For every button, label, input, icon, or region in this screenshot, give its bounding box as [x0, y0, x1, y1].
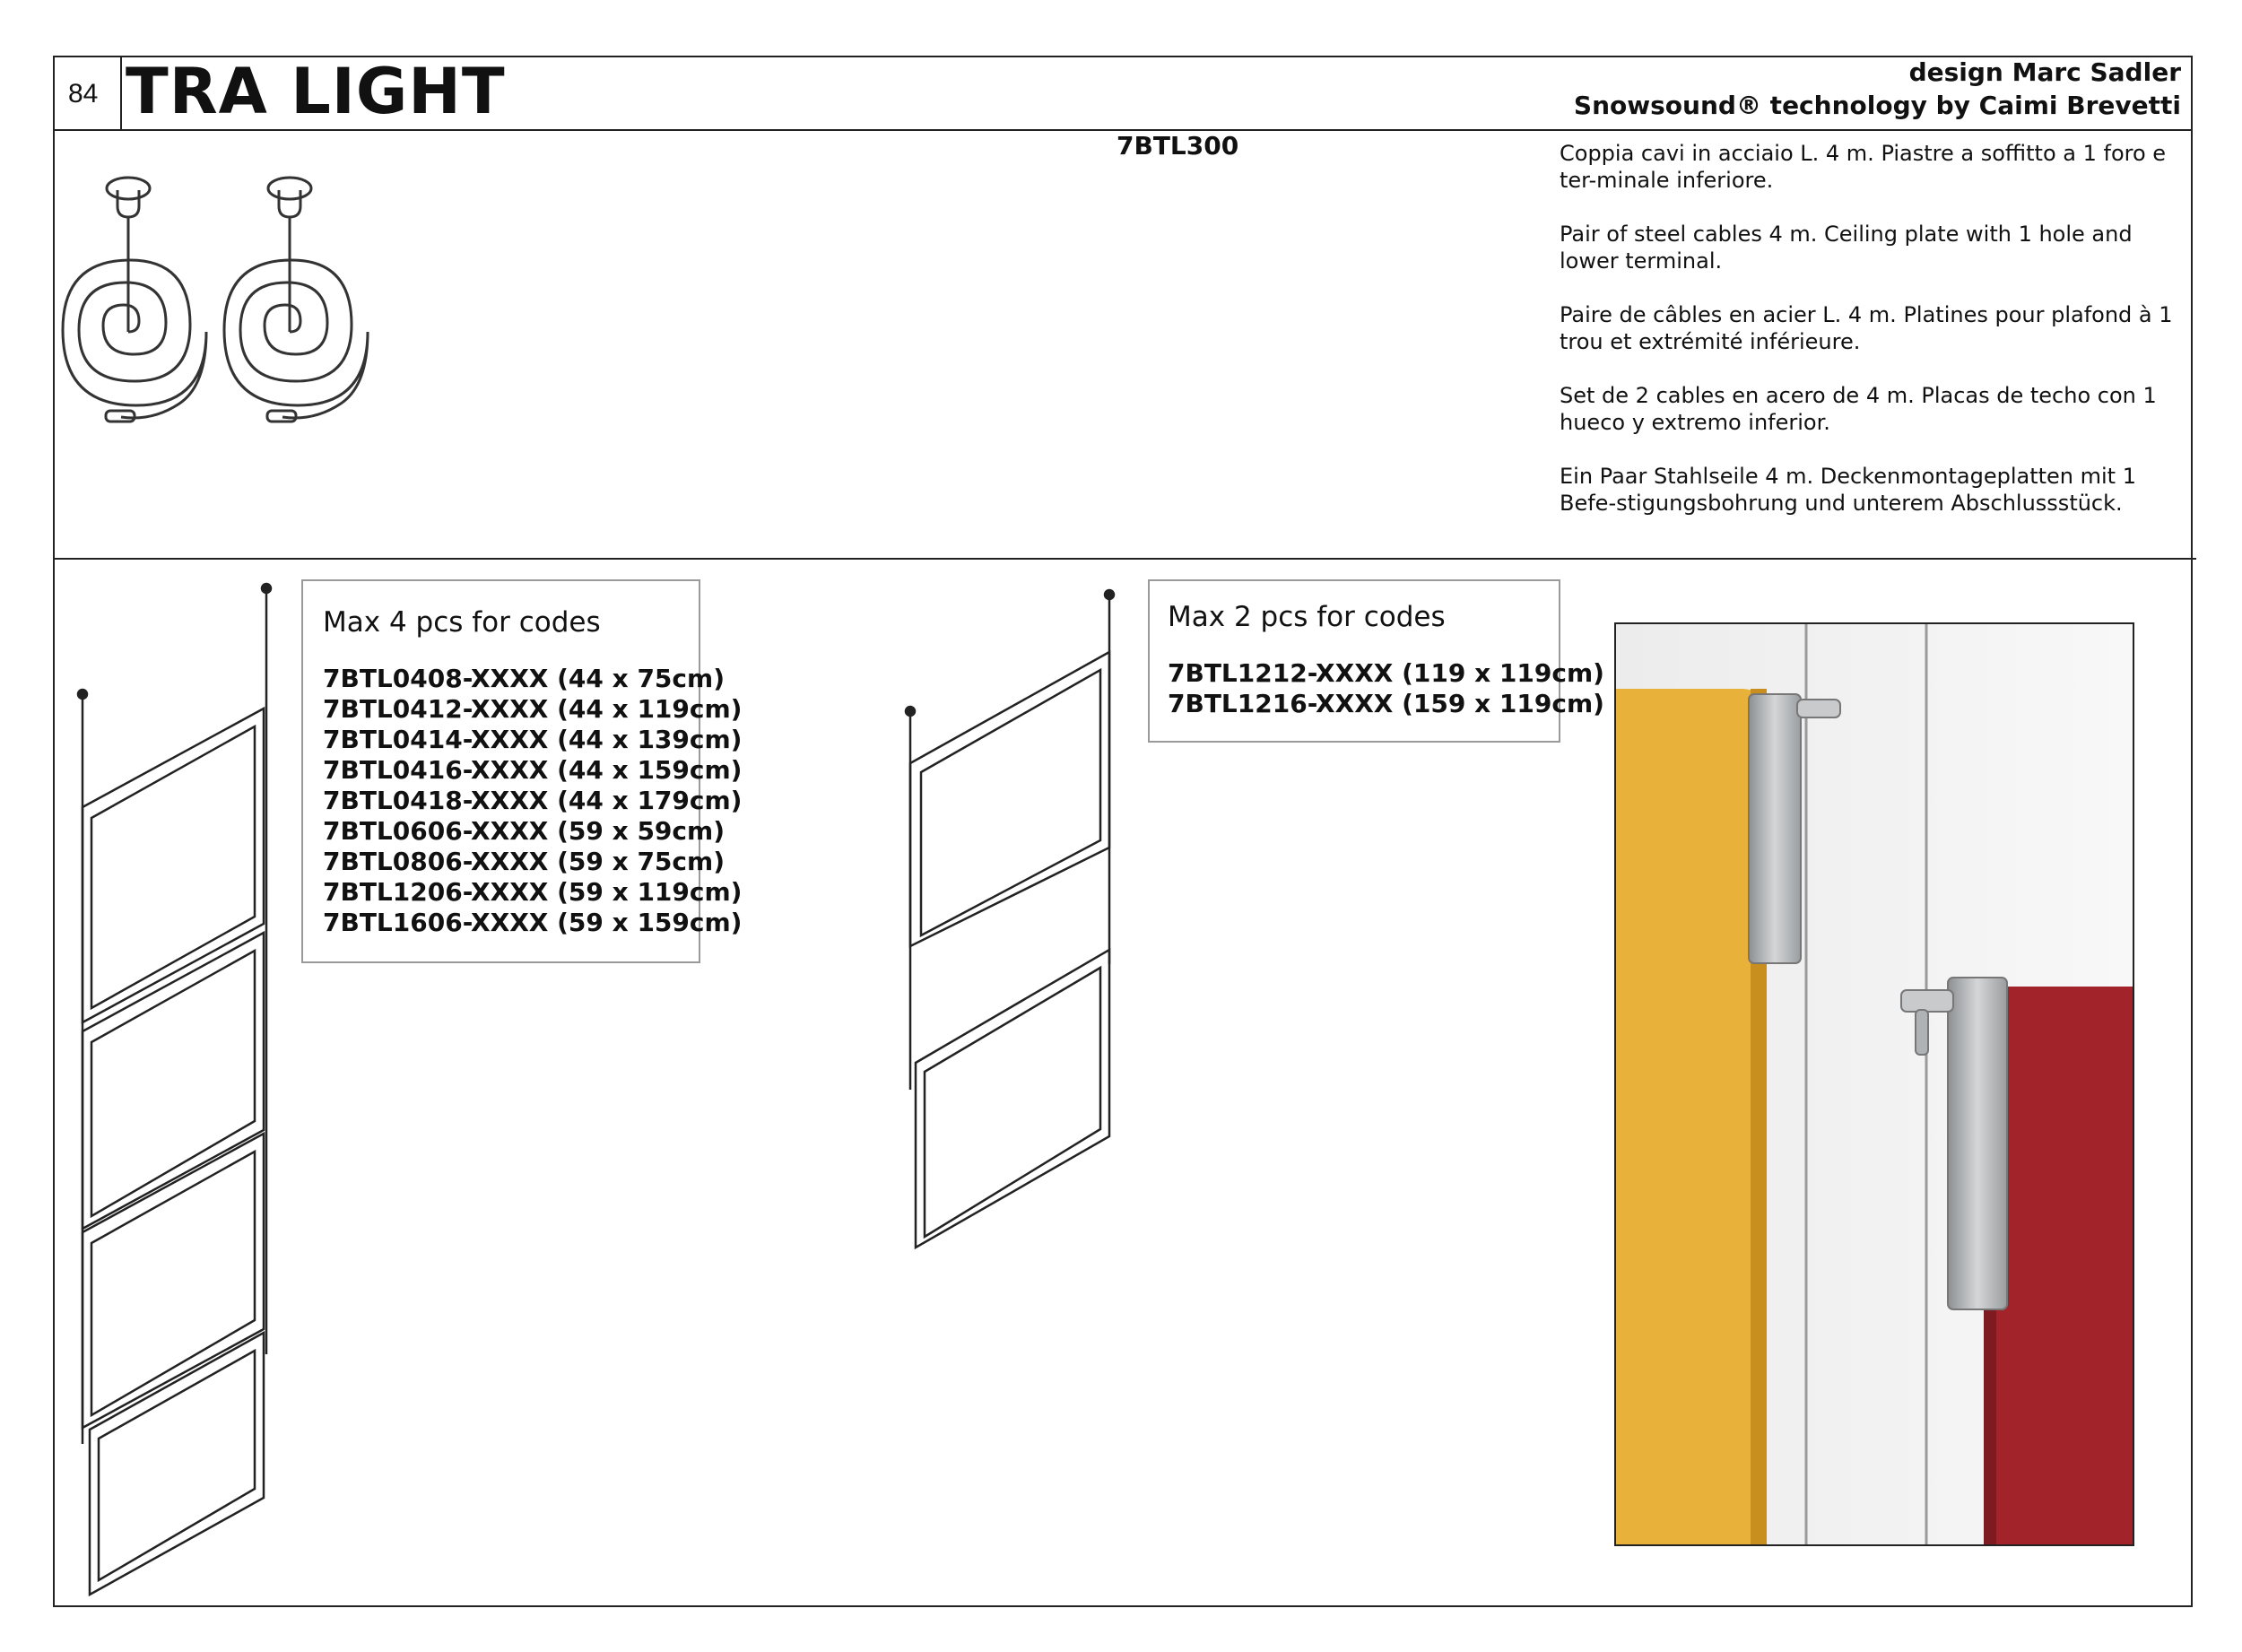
code-list-item: 7BTL0606-XXXX (59 x 59cm) — [323, 816, 725, 846]
code-list-item: 7BTL0412-XXXX (44 x 119cm) — [323, 694, 743, 724]
description-spanish: Set de 2 cables en acero de 4 m. Placas de techo con 1 hueco y extremo inferior. — [1560, 383, 2157, 435]
right-code-box — [1148, 579, 1604, 743]
right-box-heading: Max 2 pcs for codes — [1168, 601, 1446, 633]
left-box-heading: Max 4 pcs for codes — [323, 606, 601, 639]
description-french: Paire de câbles en acier L. 4 m. Platines pour plafond à 1 trou et extrémité inférieure. — [1560, 302, 2173, 354]
page-number: 84 — [68, 79, 99, 109]
code-list-item: 7BTL0414-XXXX (44 x 139cm) — [323, 725, 743, 754]
page-title: TRA LIGHT — [126, 55, 506, 128]
code-list-item: 7BTL0416-XXXX (44 x 159cm) — [323, 755, 743, 785]
product-code: 7BTL300 — [1117, 131, 1239, 161]
code-list-item: 7BTL0408-XXXX (44 x 75cm) — [323, 664, 725, 693]
coiled-cable-illustration-1 — [54, 170, 224, 439]
description-english: Pair of steel cables 4 m. Ceiling plate with 1 hole and lower terminal. — [1560, 222, 2133, 274]
design-credit: design Marc Sadler — [1908, 57, 2181, 87]
code-list-item: 7BTL1206-XXXX (59 x 119cm) — [323, 877, 743, 907]
description-italian: Coppia cavi in acciaio L. 4 m. Piastre a soffitto a 1 foro e ter-minale inferiore. — [1560, 141, 2167, 193]
page-number-divider — [120, 56, 122, 129]
technology-credit: Snowsound® technology by Caimi Brevetti — [1573, 91, 2181, 120]
description-german: Ein Paar Stahlseile 4 m. Deckenmontageplatten mit 1 Befe-stigungsbohrung und unterem Abschlussstück. — [1560, 464, 2136, 516]
code-list-item: 7BTL1606-XXXX (59 x 159cm) — [323, 908, 743, 937]
two-panel-stack-illustration — [901, 587, 1125, 1251]
product-detail-photo — [1614, 622, 2134, 1546]
four-panel-stack-illustration — [72, 583, 287, 1605]
bracket-detail-image — [1616, 624, 2134, 1546]
code-list-item: 7BTL0418-XXXX (44 x 179cm) — [323, 786, 743, 815]
left-code-box — [301, 579, 743, 963]
coiled-cable-illustration-2 — [215, 170, 386, 439]
code-list-item: 7BTL1212-XXXX (119 x 119cm) — [1168, 658, 1604, 688]
product-description — [1560, 140, 2178, 543]
section-divider — [53, 558, 2196, 560]
code-list-item: 7BTL0806-XXXX (59 x 75cm) — [323, 847, 725, 876]
code-list-item: 7BTL1216-XXXX (159 x 119cm) — [1168, 689, 1604, 718]
